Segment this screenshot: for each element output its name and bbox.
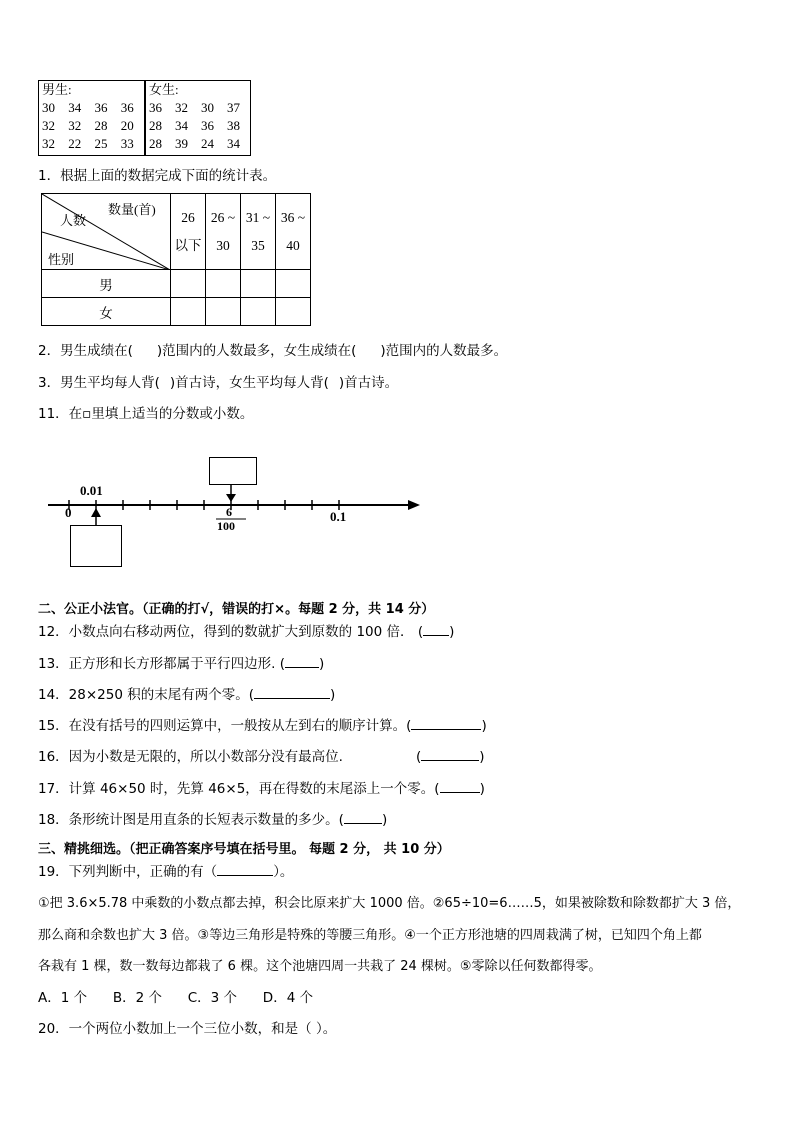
score-cell: 33 bbox=[120, 136, 134, 151]
question-20: 20．一个两位小数加上一个三位小数，和是（ ）。 bbox=[38, 1021, 337, 1037]
q18-text: 18．条形统计图是用直条的长短表示数量的多少。( bbox=[38, 812, 344, 828]
row-female-label: 女 bbox=[42, 298, 171, 326]
score-cell: 32 bbox=[42, 136, 55, 151]
q16-text: 16．因为小数是无限的，所以小数部分没有最高位. bbox=[38, 749, 343, 765]
section-2-title: 二、公正小法官。（正确的打√，错误的打×。每题 2 分，共 14 分） bbox=[38, 602, 435, 617]
boys-header: 男生: bbox=[42, 82, 72, 97]
score-cell: 36 bbox=[120, 100, 134, 115]
answer-box-top[interactable] bbox=[209, 457, 257, 485]
score-cell: 20 bbox=[120, 118, 134, 133]
diagonal-header-cell bbox=[42, 194, 171, 270]
label-0-1: 0.1 bbox=[330, 509, 347, 524]
col-header-line: 31 ~ bbox=[245, 209, 271, 225]
col-header-line: 26 ~ bbox=[210, 209, 236, 225]
score-cell: 28 bbox=[149, 118, 162, 133]
answer-blank[interactable] bbox=[421, 760, 479, 761]
diag-quantity-label: 数量(首) bbox=[108, 202, 156, 217]
open-paren: ( bbox=[416, 749, 422, 765]
q19-end: ）。 bbox=[273, 864, 294, 880]
answer-blank[interactable] bbox=[411, 729, 481, 730]
number-line bbox=[40, 455, 430, 575]
score-cell: 30 bbox=[201, 100, 214, 115]
question-16-answer bbox=[416, 749, 485, 765]
score-cell: 28 bbox=[149, 136, 162, 151]
q19-text: 19．下列判断中，正确的有（ bbox=[38, 864, 218, 880]
q2-part-b: )范围内的人数最多，女生成绩在( bbox=[156, 343, 357, 359]
score-cell: 22 bbox=[68, 136, 82, 151]
diag-gender-label: 性别 bbox=[48, 252, 75, 267]
girls-score-table bbox=[145, 80, 251, 156]
score-cell: 37 bbox=[227, 100, 240, 115]
col-header bbox=[171, 194, 206, 270]
close-paren: ) bbox=[449, 624, 455, 640]
label-frac-numerator: 6 bbox=[226, 505, 232, 519]
col-header bbox=[276, 194, 311, 270]
score-cell: 34 bbox=[227, 136, 240, 151]
q13-text: 13．正方形和长方形都属于平行四边形. ( bbox=[38, 656, 286, 672]
answer-cell[interactable] bbox=[276, 270, 311, 298]
answer-blank[interactable] bbox=[217, 875, 273, 876]
score-cell: 24 bbox=[201, 136, 214, 151]
question-12 bbox=[38, 624, 454, 640]
row-male-label: 男 bbox=[42, 270, 171, 298]
score-cell: 36 bbox=[201, 118, 214, 133]
question-2 bbox=[38, 343, 507, 359]
close-paren: ) bbox=[381, 812, 388, 828]
question-16 bbox=[38, 749, 343, 765]
q17-text: 17．计算 46×50 时，先算 46×5，再在得数的末尾添上一个零。( bbox=[38, 781, 440, 797]
answer-cell[interactable] bbox=[171, 298, 206, 326]
col-header-line: 36 ~ bbox=[280, 209, 306, 225]
score-cell: 28 bbox=[94, 118, 108, 133]
close-paren: ) bbox=[479, 749, 485, 765]
score-cell: 32 bbox=[68, 118, 82, 133]
question-14 bbox=[38, 687, 335, 703]
answer-blank[interactable] bbox=[440, 792, 480, 793]
question-13 bbox=[38, 656, 324, 672]
q2-part-c: )范围内的人数最多。 bbox=[380, 343, 508, 359]
close-paren: ) bbox=[330, 687, 336, 703]
q15-text: 15．在没有括号的四则运算中，一般按从左到右的顺序计算。( bbox=[38, 718, 412, 734]
col-header bbox=[241, 194, 276, 270]
section-3-title: 三、精挑细选。（把正确答案序号填在括号里。 每题 2 分， 共 10 分） bbox=[38, 842, 450, 857]
question-19 bbox=[38, 864, 293, 880]
answer-cell[interactable] bbox=[171, 270, 206, 298]
score-cell: 30 bbox=[42, 100, 55, 115]
answer-cell[interactable] bbox=[276, 298, 311, 326]
answer-blank[interactable] bbox=[423, 635, 449, 636]
answer-cell[interactable] bbox=[241, 298, 276, 326]
question-17 bbox=[38, 781, 485, 797]
col-header-line: 35 bbox=[251, 237, 265, 253]
answer-blank[interactable] bbox=[344, 823, 382, 824]
q14-text: 14．28×250 积的末尾有两个零。( bbox=[38, 687, 254, 703]
question-1: 1．根据上面的数据完成下面的统计表。 bbox=[38, 168, 277, 184]
question-18 bbox=[38, 812, 387, 828]
q3-part-b: )首古诗，女生平均每人背( bbox=[169, 375, 329, 391]
q19-statement-line-3: 各栽有 1 棵，数一数每边都栽了 6 棵。这个池塘四周一共栽了 24 棵树。⑤零除以任何数都得零。 bbox=[38, 959, 602, 974]
score-cell: 36 bbox=[149, 100, 162, 115]
col-header-line: 以下 bbox=[174, 237, 202, 253]
boys-score-table bbox=[38, 80, 145, 156]
answer-blank[interactable] bbox=[285, 667, 319, 668]
label-frac-denominator: 100 bbox=[217, 519, 235, 533]
answer-blank[interactable] bbox=[254, 698, 330, 699]
score-cell: 25 bbox=[94, 136, 108, 151]
question-3 bbox=[38, 375, 398, 391]
q3-part-a: 3．男生平均每人背( bbox=[38, 375, 160, 391]
q12-text: 12．小数点向右移动两位，得到的数就扩大到原数的 100 倍． ( bbox=[38, 624, 424, 640]
label-0: 0 bbox=[65, 505, 72, 520]
answer-cell[interactable] bbox=[206, 298, 241, 326]
col-header bbox=[206, 194, 241, 270]
q2-part-a: 2．男生成绩在( bbox=[38, 343, 133, 359]
score-cell: 34 bbox=[175, 118, 188, 133]
q19-statement-line-1: ①把 3.6×5.78 中乘数的小数点都去掉，积会比原来扩大 1000 倍。②65÷10=6……5，如果被除数和除数都扩大 3 倍， bbox=[38, 896, 741, 911]
score-cell: 39 bbox=[175, 136, 188, 151]
question-15 bbox=[38, 718, 487, 734]
q3-part-c: )首古诗。 bbox=[338, 375, 399, 391]
score-cell: 32 bbox=[175, 100, 188, 115]
close-paren: ) bbox=[479, 781, 485, 797]
q19-statement-line-2: 那么商和余数也扩大 3 倍。③等边三角形是特殊的等腰三角形。④一个正方形池塘的四周栽满了树，已知四个角上都 bbox=[38, 928, 702, 943]
answer-cell[interactable] bbox=[241, 270, 276, 298]
label-0-01: 0.01 bbox=[80, 483, 103, 498]
close-paren: ) bbox=[319, 656, 325, 672]
score-cell: 38 bbox=[227, 118, 240, 133]
answer-box-bottom[interactable] bbox=[70, 525, 122, 567]
col-header-line: 26 bbox=[181, 209, 195, 225]
score-cell: 32 bbox=[42, 118, 55, 133]
close-paren: ) bbox=[481, 718, 487, 734]
score-cell: 34 bbox=[68, 100, 82, 115]
statistics-table bbox=[41, 193, 311, 326]
answer-cell[interactable] bbox=[206, 270, 241, 298]
diag-people-label: 人数 bbox=[60, 213, 87, 228]
question-11: 11．在▫里填上适当的分数或小数。 bbox=[38, 406, 254, 422]
girls-header: 女生: bbox=[149, 82, 179, 97]
score-cell: 36 bbox=[94, 100, 108, 115]
col-header-line: 30 bbox=[216, 237, 230, 253]
col-header-line: 40 bbox=[286, 237, 300, 253]
q19-options[interactable]: A．1 个 B．2 个 C．3 个 D．4 个 bbox=[38, 990, 314, 1006]
